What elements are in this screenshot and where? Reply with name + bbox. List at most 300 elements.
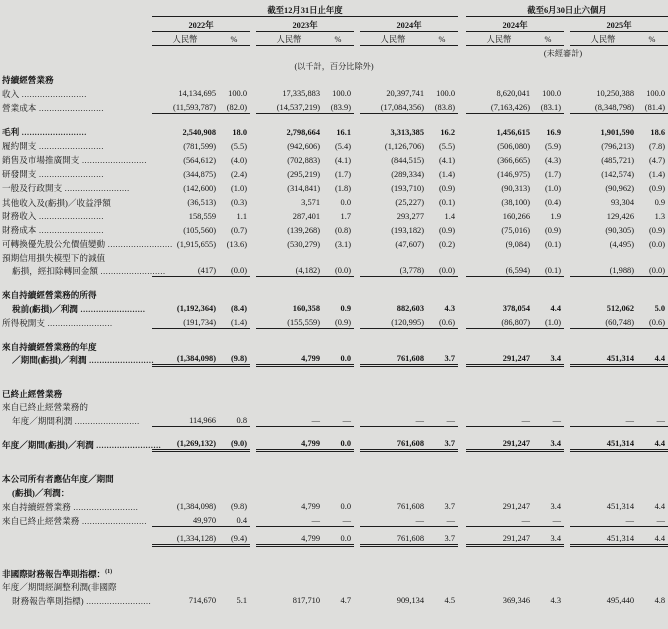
cell-amount: 8,620,041 — [496, 89, 530, 99]
cell-percent: (0.0) — [636, 263, 668, 277]
column-gap — [458, 138, 466, 152]
header-corner-blank — [0, 0, 152, 16]
cell-amount: (4,182) — [256, 263, 322, 277]
cell-amount: (1,384,098) — [176, 502, 216, 512]
row-label: 研發開支 ......................... — [2, 169, 104, 180]
table-row — [0, 85, 668, 99]
cell-amount: (7,163,426) — [466, 99, 532, 113]
cell-percent: (9.4) — [218, 532, 250, 546]
header-percent-2024: % — [426, 31, 458, 45]
footnote-marker: (1) — [105, 569, 113, 576]
cell-percent: — — [636, 412, 668, 426]
table-header — [0, 0, 668, 71]
cell-percent: 16.2 — [440, 127, 455, 137]
header-year-2024: 2024年 — [360, 16, 458, 31]
section-title-row-cont — [0, 484, 668, 498]
cell-percent: 16.1 — [336, 127, 351, 137]
table-row — [0, 263, 668, 277]
column-gap — [458, 352, 466, 366]
cell-amount: 3,571 — [301, 197, 320, 207]
cell-percent: 100.0 — [228, 89, 247, 99]
header-gap-8 — [458, 31, 466, 45]
cell-percent: (0.9) — [648, 183, 666, 193]
section-title-row — [0, 385, 668, 399]
cell-percent: (82.0) — [218, 99, 250, 113]
column-gap — [458, 263, 466, 277]
cell-amount: (506,080) — [497, 141, 530, 151]
cell-amount: — — [570, 512, 636, 526]
cell-amount: 4,799 — [301, 502, 320, 512]
cell-amount: 160,358 — [292, 304, 320, 314]
row-label: ／期間(虧損)／利潤 ......................... — [12, 355, 155, 366]
cell-amount: (366,665) — [497, 155, 530, 165]
cell-amount: (530,279) — [287, 239, 320, 249]
cell-amount: (193,710) — [391, 183, 424, 193]
header-interim-2024: 2024年 — [466, 16, 564, 31]
column-gap — [458, 512, 466, 526]
cell-amount: 287,401 — [292, 211, 320, 221]
row-label: 來自持續經營業務 ......................... — [2, 501, 139, 512]
cell-amount: (1,269,132) — [152, 437, 218, 451]
cell-percent: (2.4) — [230, 169, 247, 179]
column-gap — [458, 314, 466, 328]
header-interim-2025: 2025年 — [570, 16, 668, 31]
cell-amount: (75,016) — [501, 225, 530, 235]
cell-percent: 18.0 — [232, 127, 247, 137]
column-gap — [458, 236, 466, 250]
cell-percent: (4.7) — [648, 155, 666, 165]
spacer-row — [0, 457, 668, 470]
cell-percent: 100.0 — [332, 89, 351, 99]
column-gap — [458, 208, 466, 222]
cell-percent: (0.0) — [322, 263, 354, 277]
cell-percent: (4.1) — [334, 155, 351, 165]
cell-percent: (4.3) — [544, 155, 561, 165]
cell-amount: 1,456,615 — [496, 127, 530, 137]
leader-dots: ......................... — [19, 128, 87, 138]
cell-percent: (83.1) — [532, 99, 564, 113]
row-label-line1: 來自持續經營業務的年度 — [2, 341, 97, 352]
header-group-interim: 截至6月30日止六個月 — [466, 0, 668, 16]
header-unaudited-note: (未經審計) — [543, 48, 583, 58]
cell-amount: 495,440 — [606, 596, 634, 606]
cell-amount: 761,608 — [396, 502, 424, 512]
cell-amount: 369,346 — [502, 596, 530, 606]
cell-percent: (0.4) — [544, 197, 561, 207]
cell-amount: (796,213) — [601, 141, 634, 151]
cell-amount: 451,314 — [570, 352, 636, 366]
cell-amount: 761,608 — [360, 532, 426, 546]
cell-amount: — — [256, 512, 322, 526]
cell-percent: 0.9 — [654, 197, 666, 207]
cell-percent: 0.4 — [218, 512, 250, 526]
cell-percent: 100.0 — [646, 89, 666, 99]
cell-percent: (5.5) — [230, 141, 247, 151]
section-title-line2: (虧損)／利潤： — [12, 488, 70, 499]
cell-percent: (1.0) — [532, 314, 564, 328]
table-row — [0, 222, 668, 236]
cell-amount: (11,593,787) — [152, 99, 218, 113]
row-label-line1: 年度／期間經調整利潤(非國際 — [2, 582, 117, 593]
table-row — [0, 412, 668, 426]
cell-amount: (289,334) — [391, 169, 424, 179]
row-label: 一般及行政開支 ......................... — [2, 183, 130, 194]
cell-percent: 16.9 — [546, 127, 561, 137]
cell-amount: 451,314 — [606, 502, 634, 512]
cell-amount: (193,182) — [391, 225, 424, 235]
header-blank-4 — [0, 45, 458, 58]
cell-amount: 49,970 — [152, 512, 218, 526]
cell-percent: 4.3 — [550, 596, 561, 606]
row-label: 稅前(虧損)／利潤 ......................... — [12, 303, 146, 314]
leader-dots: ......................... — [79, 516, 147, 526]
cell-percent: (0.9) — [648, 225, 666, 235]
header-currency-2024: 人民幣 — [360, 31, 426, 45]
row-label-line1: 來自已終止經營業務的 — [2, 402, 88, 413]
leader-dots: ......................... — [105, 240, 173, 250]
cell-percent: 0.0 — [340, 502, 351, 512]
leader-dots: ......................... — [86, 356, 155, 366]
cell-amount: 129,426 — [606, 211, 634, 221]
row-label-line1: 預期信用損失模型下的減值 — [2, 252, 106, 263]
table-row — [0, 512, 668, 526]
cell-amount: 817,710 — [292, 596, 320, 606]
column-gap — [458, 180, 466, 194]
table-row — [0, 166, 668, 180]
cell-amount: (314,841) — [287, 183, 320, 193]
cell-amount: 714,670 — [188, 596, 216, 606]
leader-dots: ......................... — [36, 142, 104, 152]
row-label: 銷售及市場推廣開支 ......................... — [2, 155, 147, 166]
cell-amount: (146,975) — [497, 169, 530, 179]
cell-percent: (4.0) — [230, 155, 247, 165]
cell-percent: (0.0) — [426, 263, 458, 277]
table-row-label-line1 — [0, 250, 668, 263]
column-gap — [458, 300, 466, 314]
header-group-annual: 截至12月31日止年度 — [152, 0, 458, 16]
section-title: 本公司所有者應佔年度／期間 — [2, 474, 114, 485]
cell-percent: 4.4 — [636, 437, 668, 451]
cell-amount: (702,883) — [287, 155, 320, 165]
cell-amount: 451,314 — [570, 532, 636, 546]
table-row — [0, 208, 668, 222]
cell-percent: 3.7 — [426, 532, 458, 546]
cell-amount: (142,574) — [601, 169, 634, 179]
row-label: 可轉換優先股公允價值變動 ......................... — [2, 239, 173, 250]
section-title: 持續經營業務 — [2, 75, 54, 86]
table-body — [0, 71, 668, 606]
cell-amount: (38,100) — [501, 197, 530, 207]
cell-percent: 1.7 — [340, 211, 351, 221]
leader-dots: ......................... — [79, 156, 147, 166]
leader-dots: ......................... — [83, 596, 152, 606]
leader-dots: ......................... — [70, 502, 139, 512]
cell-percent: 3.7 — [426, 437, 458, 451]
cell-amount: (25,227) — [395, 197, 424, 207]
cell-amount: — — [256, 412, 322, 426]
cell-amount: 114,966 — [152, 412, 218, 426]
cell-amount: (417) — [152, 263, 218, 277]
section-title-row — [0, 71, 668, 85]
cell-amount: (90,313) — [501, 183, 530, 193]
header-blank-2 — [0, 16, 152, 31]
cell-amount: (1,192,364) — [176, 304, 216, 314]
cell-percent: (9.0) — [218, 437, 250, 451]
cell-percent: 4.5 — [444, 596, 455, 606]
leader-dots: ......................... — [44, 318, 113, 328]
cell-percent: (1.0) — [544, 183, 561, 193]
cell-amount: (1,126,706) — [384, 141, 424, 151]
cell-percent: — — [636, 512, 668, 526]
spacer-row — [0, 552, 668, 565]
header-currency-interim-2025: 人民幣 — [570, 31, 636, 45]
cell-percent: 1.1 — [236, 211, 247, 221]
cell-amount: (844,515) — [391, 155, 424, 165]
cell-amount: 158,559 — [188, 211, 216, 221]
row-label: 財務成本 ......................... — [2, 225, 104, 236]
cell-amount: 451,314 — [570, 437, 636, 451]
cell-percent: (5.4) — [334, 141, 351, 151]
cell-amount: 291,247 — [466, 437, 532, 451]
table-row-label-line1 — [0, 339, 668, 352]
cell-percent: (0.1) — [438, 197, 455, 207]
cell-amount: (86,807) — [466, 314, 532, 328]
cell-percent: (1.7) — [544, 169, 561, 179]
column-gap — [458, 124, 466, 138]
cell-amount: (1,988) — [570, 263, 636, 277]
table-row — [0, 352, 668, 366]
cell-percent: (0.6) — [426, 314, 458, 328]
table-row — [0, 152, 668, 166]
cell-amount: (14,537,219) — [256, 99, 322, 113]
leader-dots: ......................... — [19, 89, 87, 99]
cell-amount: (60,748) — [570, 314, 636, 328]
cell-percent: (1.4) — [648, 169, 666, 179]
row-label: 虧損，經扣除轉回金額 ......................... — [12, 266, 166, 277]
cell-percent: 4.4 — [636, 352, 668, 366]
row-label: 財務收入 ......................... — [2, 211, 104, 222]
column-gap — [458, 152, 466, 166]
row-label: 所得稅開支 ......................... — [2, 317, 113, 328]
header-currency-2022: 人民幣 — [152, 31, 218, 45]
cell-percent: — — [426, 512, 458, 526]
cell-amount: (1,384,098) — [152, 352, 218, 366]
cell-percent: (8.4) — [230, 304, 247, 314]
cell-amount: (90,962) — [605, 183, 634, 193]
column-gap — [458, 412, 466, 426]
column-gap — [458, 437, 466, 451]
cell-percent: 3.4 — [532, 532, 564, 546]
cell-amount: (8,348,798) — [570, 99, 636, 113]
section-title-row — [0, 565, 668, 579]
cell-amount: 909,134 — [396, 596, 424, 606]
cell-percent: 1.9 — [550, 211, 561, 221]
table-row — [0, 99, 668, 113]
table-row — [0, 124, 668, 138]
cell-amount: 761,608 — [360, 437, 426, 451]
header-percent-2023: % — [322, 31, 354, 45]
cell-percent: (81.4) — [636, 99, 668, 113]
cell-amount: (142,600) — [183, 183, 216, 193]
leader-dots: ......................... — [97, 267, 166, 277]
cell-percent: (0.3) — [230, 197, 247, 207]
row-label: 來自已終止經營業務 ......................... — [2, 515, 147, 526]
cell-amount: (4,495) — [609, 239, 634, 249]
cell-amount: (120,995) — [360, 314, 426, 328]
cell-percent: 3.4 — [550, 502, 561, 512]
cell-percent: (0.9) — [322, 314, 354, 328]
row-label-line1: 來自持續經營業務的所得 — [2, 290, 97, 301]
cell-percent: 3.7 — [444, 502, 455, 512]
cell-percent: (13.6) — [226, 239, 247, 249]
cell-amount: (139,268) — [287, 225, 320, 235]
cell-percent: (0.6) — [636, 314, 668, 328]
cell-amount: — — [360, 412, 426, 426]
row-label: 毛利 ......................... — [2, 127, 87, 138]
cell-amount: 291,247 — [466, 532, 532, 546]
header-units-note: (以千計，百分比除外) — [294, 61, 374, 71]
cell-percent: 0.0 — [322, 532, 354, 546]
cell-amount: 291,247 — [466, 352, 532, 366]
cell-amount: 291,247 — [502, 502, 530, 512]
cell-percent: (1.7) — [334, 169, 351, 179]
row-label: 年度／期間(虧損)／利潤 ......................... — [2, 440, 162, 451]
header-gap-1 — [458, 0, 466, 16]
cell-amount: (47,607) — [395, 239, 424, 249]
cell-amount: (105,560) — [183, 225, 216, 235]
table-row — [0, 180, 668, 194]
header-currency-interim-2024: 人民幣 — [466, 31, 532, 45]
cell-amount: 4,799 — [256, 437, 322, 451]
cell-percent: (0.8) — [334, 225, 351, 235]
cell-amount: — — [570, 412, 636, 426]
cell-amount: (191,734) — [152, 314, 218, 328]
cell-percent: (5.5) — [438, 141, 455, 151]
cell-percent: — — [426, 412, 458, 426]
row-label: 營業成本 ......................... — [2, 102, 104, 113]
cell-percent: 4.4 — [550, 304, 561, 314]
header-year-2023: 2023年 — [256, 16, 354, 31]
cell-percent: 3.4 — [532, 437, 564, 451]
cell-amount: 761,608 — [360, 352, 426, 366]
cell-percent: 1.4 — [444, 211, 455, 221]
cell-amount: 1,901,590 — [600, 127, 634, 137]
cell-percent: (0.1) — [532, 263, 564, 277]
cell-percent: (9.8) — [230, 502, 247, 512]
cell-amount: — — [466, 512, 532, 526]
cell-percent: (5.9) — [544, 141, 561, 151]
cell-percent: 0.8 — [218, 412, 250, 426]
cell-percent: (0.7) — [230, 225, 247, 235]
cell-percent: 5.0 — [654, 304, 666, 314]
cell-percent: 4.4 — [636, 532, 668, 546]
leader-dots: ......................... — [62, 184, 130, 194]
table-row-label-line1 — [0, 579, 668, 592]
column-gap — [458, 532, 466, 546]
column-gap — [458, 99, 466, 113]
cell-percent: (0.0) — [218, 263, 250, 277]
cell-percent: (0.2) — [438, 239, 455, 249]
cell-percent: (4.1) — [438, 155, 455, 165]
header-gap-4 — [458, 16, 466, 31]
cell-amount: (9,084) — [505, 239, 530, 249]
cell-amount: (942,606) — [287, 141, 320, 151]
table-row-label-line1 — [0, 399, 668, 412]
column-gap — [458, 498, 466, 512]
cell-percent: 0.9 — [340, 304, 351, 314]
section-title-row — [0, 470, 668, 484]
cell-amount: — — [360, 512, 426, 526]
cell-percent: (0.9) — [544, 225, 561, 235]
header-percent-interim-2024: % — [532, 31, 564, 45]
table-row — [0, 314, 668, 328]
row-label: 履約開支 ......................... — [2, 141, 104, 152]
cell-percent: (83.8) — [426, 99, 458, 113]
section-title: 非國際財務報告準則指標：$^{(1)}$ — [2, 569, 113, 580]
cell-amount: 4,799 — [256, 532, 322, 546]
cell-percent: 4.4 — [654, 502, 666, 512]
cell-percent: — — [322, 512, 354, 526]
row-label: 其他收入及(虧損)／收益淨額 — [2, 197, 111, 208]
column-gap — [458, 222, 466, 236]
cell-amount: 378,054 — [502, 304, 530, 314]
leader-dots: ......................... — [93, 441, 162, 451]
cell-amount: 4,799 — [256, 352, 322, 366]
cell-amount: (1,334,128) — [152, 532, 218, 546]
section-title: 已終止經營業務 — [2, 389, 63, 400]
cell-percent: — — [532, 512, 564, 526]
cell-amount: 512,062 — [606, 304, 634, 314]
cell-percent: 0.0 — [322, 437, 354, 451]
cell-percent: (1.8) — [334, 183, 351, 193]
row-label: 年度／期間利潤 ......................... — [12, 415, 140, 426]
cell-amount: 93,304 — [610, 197, 634, 207]
table-row — [0, 236, 668, 250]
table-row — [0, 194, 668, 208]
cell-amount: (485,721) — [601, 155, 634, 165]
cell-amount: (17,084,356) — [360, 99, 426, 113]
cell-amount: (155,559) — [256, 314, 322, 328]
cell-amount: (295,219) — [287, 169, 320, 179]
cell-percent: (1.4) — [438, 169, 455, 179]
row-label: 財務報告準則指標) ......................... — [12, 595, 152, 606]
cell-percent: 3.4 — [532, 352, 564, 366]
cell-percent: 5.1 — [236, 596, 247, 606]
spacer-row — [0, 372, 668, 385]
table-row-label-line1 — [0, 287, 668, 300]
table-row — [0, 532, 668, 546]
cell-amount: — — [466, 412, 532, 426]
cell-amount: 14,134,695 — [178, 89, 216, 99]
cell-amount: (781,599) — [183, 141, 216, 151]
leader-dots: ......................... — [36, 170, 104, 180]
header-percent-2022: % — [218, 31, 250, 45]
table-row — [0, 300, 668, 314]
cell-percent: 0.0 — [322, 352, 354, 366]
leader-dots: ......................... — [77, 304, 146, 314]
cell-percent: (83.9) — [322, 99, 354, 113]
header-blank-3 — [0, 31, 152, 45]
table-row — [0, 592, 668, 606]
cell-percent: (9.8) — [218, 352, 250, 366]
cell-amount: (6,594) — [466, 263, 532, 277]
header-percent-interim-2025: % — [636, 31, 668, 45]
cell-percent: 100.0 — [436, 89, 455, 99]
cell-amount: 160,266 — [502, 211, 530, 221]
cell-percent: (1.0) — [230, 183, 247, 193]
cell-amount: 10,250,388 — [596, 89, 634, 99]
cell-amount: (3,778) — [360, 263, 426, 277]
